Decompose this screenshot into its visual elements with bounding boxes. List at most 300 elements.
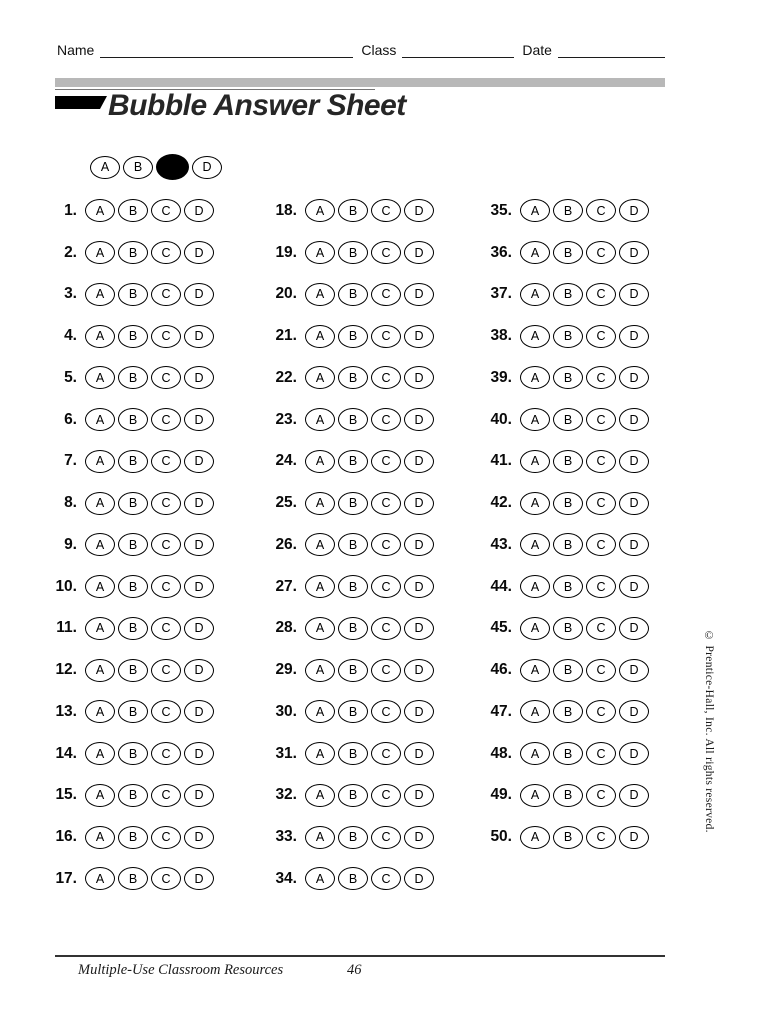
bubble-a[interactable]: A [520, 826, 550, 849]
name-field-line[interactable] [100, 53, 353, 58]
answer-row [483, 524, 649, 566]
bubble-c[interactable]: C [586, 366, 616, 389]
bubble-a[interactable]: A [520, 241, 550, 264]
answer-row [268, 482, 434, 524]
question-number: 7. [64, 452, 77, 470]
bubble-a[interactable]: A [520, 366, 550, 389]
answer-row [48, 399, 214, 441]
bubble-d[interactable]: D [184, 826, 214, 849]
question-number: 40. [490, 410, 512, 428]
bubble-a[interactable]: A [520, 575, 550, 598]
bubble-c[interactable]: C [586, 492, 616, 515]
bubble-b[interactable]: B [338, 659, 368, 682]
bubble-a[interactable]: A [305, 408, 335, 431]
bubble-d[interactable]: D [184, 742, 214, 765]
header-gray-bar [55, 78, 665, 87]
question-number: 43. [490, 535, 512, 553]
question-number: 13. [55, 702, 77, 720]
bubble-c[interactable]: C [586, 450, 616, 473]
bubble-b[interactable]: B [553, 199, 583, 222]
bubble-d[interactable]: D [619, 450, 649, 473]
bubble-a[interactable]: A [305, 450, 335, 473]
bubble-b[interactable]: B [118, 826, 148, 849]
bubble-c[interactable]: C [151, 241, 181, 264]
answer-row [268, 441, 434, 483]
question-number: 14. [55, 744, 77, 762]
bubble-a[interactable]: A [520, 617, 550, 640]
class-field-line[interactable] [402, 53, 514, 58]
bubble-b[interactable]: B [338, 700, 368, 723]
bubble-c[interactable]: C [371, 533, 401, 556]
bubble-d[interactable]: D [404, 366, 434, 389]
bubble-b[interactable]: B [338, 533, 368, 556]
bubble-c[interactable]: C [151, 826, 181, 849]
question-number: 1. [64, 201, 77, 219]
bubble-d[interactable]: D [404, 742, 434, 765]
bubble-b[interactable]: B [118, 199, 148, 222]
bubble-c[interactable]: C [151, 366, 181, 389]
bubble-d[interactable]: D [404, 533, 434, 556]
answer-row [48, 274, 214, 316]
bubble-a[interactable]: A [85, 199, 115, 222]
bubble-b[interactable]: B [118, 408, 148, 431]
question-number: 19. [275, 243, 297, 261]
bubble-d[interactable]: D [619, 700, 649, 723]
bubble-a[interactable]: A [520, 700, 550, 723]
example-bubble-filled [156, 154, 189, 180]
bubble-b[interactable]: B [338, 241, 368, 264]
example-bubble-d: D [192, 156, 222, 179]
bubble-c[interactable]: C [371, 199, 401, 222]
bubble-a[interactable]: A [85, 867, 115, 890]
bubble-b[interactable]: B [553, 617, 583, 640]
bubble-c[interactable]: C [371, 492, 401, 515]
question-number: 39. [490, 368, 512, 386]
bubble-d[interactable]: D [404, 492, 434, 515]
answer-row [268, 691, 434, 733]
bubble-b[interactable]: B [338, 742, 368, 765]
question-number: 48. [490, 744, 512, 762]
bubble-a[interactable]: A [305, 325, 335, 348]
bubble-d[interactable]: D [404, 575, 434, 598]
bubble-c[interactable]: C [586, 325, 616, 348]
bubble-a[interactable]: A [305, 659, 335, 682]
question-number: 15. [55, 786, 77, 804]
bubble-b[interactable]: B [338, 450, 368, 473]
answer-row [268, 357, 434, 399]
bubble-a[interactable]: A [305, 784, 335, 807]
bubble-a[interactable]: A [305, 241, 335, 264]
bubble-b[interactable]: B [118, 700, 148, 723]
bubble-d[interactable]: D [619, 659, 649, 682]
bubble-c[interactable]: C [151, 199, 181, 222]
bubble-c[interactable]: C [371, 826, 401, 849]
bubble-a[interactable]: A [305, 700, 335, 723]
bubble-d[interactable]: D [184, 408, 214, 431]
bubble-b[interactable]: B [118, 283, 148, 306]
header-fields [57, 40, 665, 58]
bubble-c[interactable]: C [151, 867, 181, 890]
class-label: Class [361, 42, 397, 58]
bubble-c[interactable]: C [586, 826, 616, 849]
bubble-c[interactable]: C [371, 742, 401, 765]
bubble-a[interactable]: A [85, 826, 115, 849]
bubble-b[interactable]: B [118, 492, 148, 515]
bubble-a[interactable]: A [305, 826, 335, 849]
footer-rule-line [55, 955, 665, 957]
bubble-b[interactable]: B [553, 826, 583, 849]
bubble-a[interactable]: A [305, 366, 335, 389]
bubble-d[interactable]: D [404, 867, 434, 890]
bubble-b[interactable]: B [553, 659, 583, 682]
answer-row [268, 816, 434, 858]
bubble-d[interactable]: D [619, 366, 649, 389]
bubble-a[interactable]: A [85, 575, 115, 598]
bubble-d[interactable]: D [184, 575, 214, 598]
bubble-c[interactable]: C [586, 199, 616, 222]
bubble-c[interactable]: C [151, 408, 181, 431]
bubble-b[interactable]: B [118, 241, 148, 264]
bubble-d[interactable]: D [619, 575, 649, 598]
bubble-b[interactable]: B [553, 283, 583, 306]
answer-row [483, 482, 649, 524]
bubble-d[interactable]: D [404, 408, 434, 431]
bubble-d[interactable]: D [404, 283, 434, 306]
bubble-c[interactable]: C [586, 659, 616, 682]
footer-source: Multiple-Use Classroom Resources [78, 962, 284, 978]
bubble-d[interactable]: D [184, 784, 214, 807]
example-bubble-b: B [123, 156, 153, 179]
bubble-a[interactable]: A [520, 784, 550, 807]
question-number: 5. [64, 368, 77, 386]
bubble-b[interactable]: B [553, 575, 583, 598]
bubble-b[interactable]: B [553, 366, 583, 389]
bubble-c[interactable]: C [371, 784, 401, 807]
bubble-c[interactable]: C [151, 700, 181, 723]
bubble-a[interactable]: A [85, 492, 115, 515]
bubble-b[interactable]: B [553, 700, 583, 723]
bubble-d[interactable]: D [184, 325, 214, 348]
bubble-b[interactable]: B [553, 784, 583, 807]
bubble-c[interactable]: C [151, 575, 181, 598]
answer-row [48, 357, 214, 399]
bubble-a[interactable]: A [85, 659, 115, 682]
question-number: 20. [275, 285, 297, 303]
bubble-d[interactable]: D [619, 533, 649, 556]
bubble-a[interactable]: A [85, 241, 115, 264]
bubble-b[interactable]: B [118, 450, 148, 473]
bubble-a[interactable]: A [520, 408, 550, 431]
question-number: 28. [275, 619, 297, 637]
bubble-c[interactable]: C [371, 450, 401, 473]
bubble-c[interactable]: C [371, 700, 401, 723]
bubble-b[interactable]: B [553, 408, 583, 431]
answer-column-2 [268, 190, 434, 900]
question-number: 42. [490, 494, 512, 512]
bubble-c[interactable]: C [151, 659, 181, 682]
bubble-b[interactable]: B [118, 575, 148, 598]
footer-page-number: 46 [347, 962, 362, 978]
answer-row [48, 232, 214, 274]
bubble-c[interactable]: C [371, 241, 401, 264]
bubble-c[interactable]: C [371, 659, 401, 682]
bubble-a[interactable]: A [520, 283, 550, 306]
answer-row [48, 816, 214, 858]
bubble-d[interactable]: D [404, 826, 434, 849]
bubble-b[interactable]: B [553, 533, 583, 556]
question-number: 22. [275, 368, 297, 386]
bubble-c[interactable]: C [151, 283, 181, 306]
bubble-c[interactable]: C [151, 450, 181, 473]
answer-row [48, 775, 214, 817]
bubble-c[interactable]: C [151, 492, 181, 515]
question-number: 32. [275, 786, 297, 804]
question-number: 49. [490, 786, 512, 804]
bubble-a[interactable]: A [305, 617, 335, 640]
answer-row [268, 733, 434, 775]
bubble-b[interactable]: B [553, 450, 583, 473]
bubble-c[interactable]: C [586, 617, 616, 640]
copyright-vertical-text: © Prentice-Hall, Inc. All rights reserved. [703, 630, 715, 833]
bubble-a[interactable]: A [85, 742, 115, 765]
answer-row [48, 649, 214, 691]
bubble-b[interactable]: B [553, 325, 583, 348]
bubble-b[interactable]: B [118, 742, 148, 765]
bubble-c[interactable]: C [151, 742, 181, 765]
bubble-d[interactable]: D [404, 659, 434, 682]
answer-row [268, 399, 434, 441]
question-number: 9. [64, 535, 77, 553]
bubble-d[interactable]: D [184, 659, 214, 682]
question-number: 30. [275, 702, 297, 720]
question-number: 6. [64, 410, 77, 428]
question-number: 23. [275, 410, 297, 428]
question-number: 38. [490, 327, 512, 345]
bubble-b[interactable]: B [118, 533, 148, 556]
question-number: 34. [275, 869, 297, 887]
question-number: 26. [275, 535, 297, 553]
bubble-c[interactable]: C [371, 325, 401, 348]
question-number: 2. [64, 243, 77, 261]
bubble-c[interactable]: C [586, 408, 616, 431]
bubble-b[interactable]: B [338, 784, 368, 807]
bubble-b[interactable]: B [338, 366, 368, 389]
bubble-d[interactable]: D [404, 450, 434, 473]
bubble-b[interactable]: B [338, 325, 368, 348]
bubble-d[interactable]: D [619, 784, 649, 807]
answer-row [48, 524, 214, 566]
bubble-c[interactable]: C [371, 867, 401, 890]
bubble-b[interactable]: B [338, 826, 368, 849]
bubble-b[interactable]: B [338, 867, 368, 890]
bubble-a[interactable]: A [85, 283, 115, 306]
bubble-d[interactable]: D [184, 283, 214, 306]
bubble-b[interactable]: B [553, 492, 583, 515]
page-title: Bubble Answer Sheet [108, 89, 406, 122]
bubble-b[interactable]: B [338, 617, 368, 640]
bubble-a[interactable]: A [520, 325, 550, 348]
title-swoosh [55, 96, 107, 109]
bubble-d[interactable]: D [184, 617, 214, 640]
bubble-d[interactable]: D [184, 492, 214, 515]
bubble-d[interactable]: D [619, 325, 649, 348]
bubble-d[interactable]: D [404, 325, 434, 348]
bubble-a[interactable]: A [85, 408, 115, 431]
bubble-d[interactable]: D [404, 700, 434, 723]
question-number: 35. [490, 201, 512, 219]
bubble-d[interactable]: D [184, 533, 214, 556]
question-number: 12. [55, 661, 77, 679]
bubble-c[interactable]: C [586, 533, 616, 556]
answer-row [483, 816, 649, 858]
answer-row [48, 858, 214, 900]
answer-row [483, 733, 649, 775]
bubble-a[interactable]: A [85, 700, 115, 723]
bubble-c[interactable]: C [151, 325, 181, 348]
bubble-c[interactable]: C [586, 575, 616, 598]
bubble-b[interactable]: B [118, 617, 148, 640]
bubble-d[interactable]: D [619, 742, 649, 765]
bubble-d[interactable]: D [184, 700, 214, 723]
bubble-d[interactable]: D [404, 199, 434, 222]
answer-row [483, 775, 649, 817]
question-number: 44. [490, 577, 512, 595]
bubble-a[interactable]: A [520, 492, 550, 515]
answer-row [483, 441, 649, 483]
bubble-d[interactable]: D [619, 199, 649, 222]
bubble-d[interactable]: D [619, 826, 649, 849]
answer-column-3 [483, 190, 649, 858]
bubble-c[interactable]: C [371, 617, 401, 640]
question-number: 25. [275, 494, 297, 512]
bubble-a[interactable]: A [85, 325, 115, 348]
question-number: 29. [275, 661, 297, 679]
example-bubble-a: A [90, 156, 120, 179]
bubble-c[interactable]: C [151, 533, 181, 556]
bubble-a[interactable]: A [520, 533, 550, 556]
bubble-c[interactable]: C [151, 617, 181, 640]
answer-column-1 [48, 190, 214, 900]
answer-row [483, 232, 649, 274]
answer-row [48, 190, 214, 232]
bubble-b[interactable]: B [553, 742, 583, 765]
answer-row [483, 649, 649, 691]
bubble-b[interactable]: B [553, 241, 583, 264]
bubble-a[interactable]: A [305, 867, 335, 890]
bubble-d[interactable]: D [404, 241, 434, 264]
question-number: 37. [490, 285, 512, 303]
bubble-d[interactable]: D [184, 366, 214, 389]
question-number: 8. [64, 494, 77, 512]
answer-row [483, 274, 649, 316]
answer-row [268, 190, 434, 232]
bubble-a[interactable]: A [85, 617, 115, 640]
answer-row [48, 315, 214, 357]
bubble-d[interactable]: D [619, 408, 649, 431]
question-number: 45. [490, 619, 512, 637]
answer-row [268, 315, 434, 357]
bubble-a[interactable]: A [85, 533, 115, 556]
bubble-b[interactable]: B [118, 784, 148, 807]
bubble-a[interactable]: A [520, 450, 550, 473]
date-label: Date [522, 42, 552, 58]
bubble-b[interactable]: B [338, 283, 368, 306]
bubble-a[interactable]: A [305, 533, 335, 556]
answer-row [48, 441, 214, 483]
bubble-a[interactable]: A [305, 575, 335, 598]
bubble-b[interactable]: B [338, 575, 368, 598]
answer-row [268, 608, 434, 650]
bubble-a[interactable]: A [520, 659, 550, 682]
answer-row [483, 190, 649, 232]
bubble-a[interactable]: A [85, 366, 115, 389]
question-number: 47. [490, 702, 512, 720]
bubble-c[interactable]: C [586, 700, 616, 723]
bubble-c[interactable]: C [586, 241, 616, 264]
question-number: 41. [490, 452, 512, 470]
question-number: 17. [55, 869, 77, 887]
bubble-d[interactable]: D [619, 617, 649, 640]
bubble-d[interactable]: D [404, 617, 434, 640]
bubble-a[interactable]: A [305, 199, 335, 222]
bubble-a[interactable]: A [85, 450, 115, 473]
bubble-a[interactable]: A [85, 784, 115, 807]
bubble-c[interactable]: C [371, 575, 401, 598]
bubble-a[interactable]: A [520, 742, 550, 765]
answer-row [483, 357, 649, 399]
question-number: 3. [64, 285, 77, 303]
bubble-b[interactable]: B [338, 199, 368, 222]
bubble-c[interactable]: C [151, 784, 181, 807]
bubble-b[interactable]: B [118, 659, 148, 682]
date-field-line[interactable] [558, 53, 665, 58]
answer-row [48, 733, 214, 775]
bubble-c[interactable]: C [371, 408, 401, 431]
bubble-b[interactable]: B [338, 492, 368, 515]
bubble-c[interactable]: C [586, 742, 616, 765]
question-number: 16. [55, 828, 77, 846]
bubble-c[interactable]: C [586, 784, 616, 807]
bubble-c[interactable]: C [586, 283, 616, 306]
question-number: 50. [490, 828, 512, 846]
question-number: 10. [55, 577, 77, 595]
bubble-a[interactable]: A [305, 492, 335, 515]
bubble-d[interactable]: D [404, 784, 434, 807]
question-number: 4. [64, 327, 77, 345]
bubble-d[interactable]: D [619, 492, 649, 515]
bubble-a[interactable]: A [305, 283, 335, 306]
bubble-d[interactable]: D [619, 241, 649, 264]
answer-row [48, 566, 214, 608]
bubble-c[interactable]: C [371, 283, 401, 306]
bubble-b[interactable]: B [118, 325, 148, 348]
bubble-d[interactable]: D [184, 241, 214, 264]
bubble-b[interactable]: B [118, 366, 148, 389]
answer-row [48, 691, 214, 733]
bubble-b[interactable]: B [118, 867, 148, 890]
bubble-a[interactable]: A [305, 742, 335, 765]
bubble-c[interactable]: C [371, 366, 401, 389]
answer-row [268, 524, 434, 566]
bubble-a[interactable]: A [520, 199, 550, 222]
bubble-d[interactable]: D [184, 867, 214, 890]
bubble-d[interactable]: D [619, 283, 649, 306]
bubble-d[interactable]: D [184, 199, 214, 222]
question-number: 36. [490, 243, 512, 261]
bubble-d[interactable]: D [184, 450, 214, 473]
bubble-b[interactable]: B [338, 408, 368, 431]
answer-row [268, 274, 434, 316]
